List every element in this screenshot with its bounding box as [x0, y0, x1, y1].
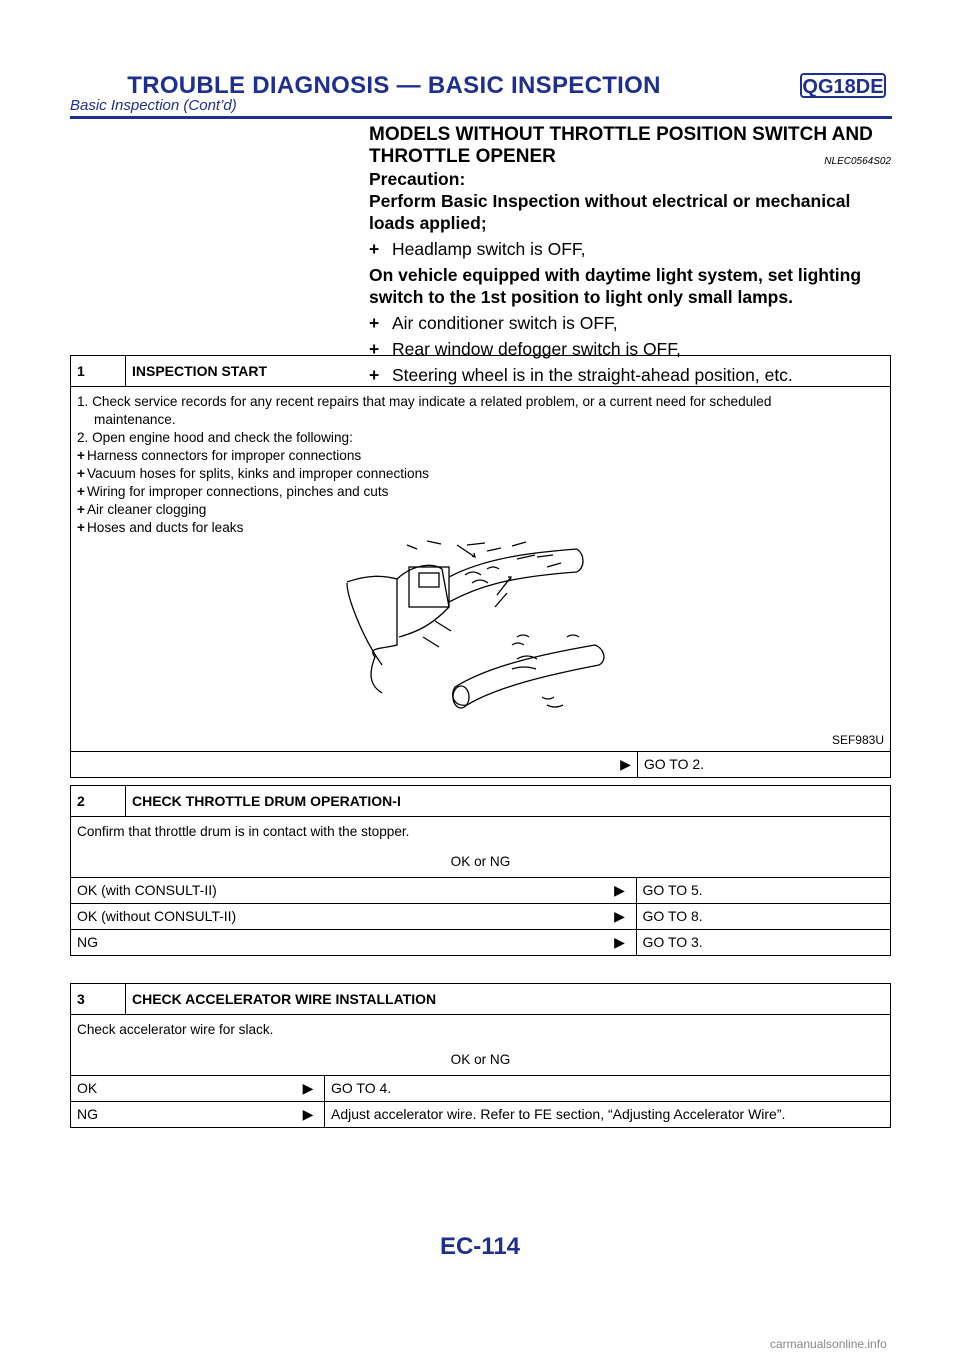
bullet-air-conditioner	[369, 312, 891, 334]
result-action: Adjust accelerator wire. Refer to FE section, “Adjusting Accelerator Wire”.	[325, 1102, 891, 1128]
result-action: GO TO 4.	[325, 1076, 891, 1102]
arrow-icon: ▶	[292, 1102, 325, 1128]
step-number: 2	[71, 786, 126, 817]
instruction-line: maintenance.	[94, 412, 176, 427]
check-item-text: Wiring for improper connections, pinches and cuts	[86, 484, 389, 499]
figure-label: SEF983U	[831, 733, 884, 747]
result-condition-text: OK (without CONSULT-II)	[77, 908, 237, 924]
precaution-label: Precaution:	[369, 169, 466, 189]
header-divider	[70, 116, 892, 119]
check-item	[77, 465, 884, 483]
result-condition: NG	[71, 1102, 293, 1128]
plus-bullet-icon: +	[369, 239, 380, 259]
check-item-text: Harness connectors for improper connections	[86, 448, 362, 463]
result-action: GO TO 8.	[636, 904, 890, 930]
section-heading-line2: THROTTLE OPENER	[369, 146, 556, 167]
step-title: CHECK THROTTLE DRUM OPERATION-I	[126, 786, 891, 817]
instruction-line: 2. Open engine hood and check the following:	[77, 430, 353, 445]
plus-bullet-icon: +	[369, 313, 380, 333]
result-action: GO TO 5.	[636, 878, 890, 904]
reference-code: NLEC0564S02	[824, 156, 891, 167]
result-condition: OK (with CONSULT-II)	[71, 878, 604, 904]
plus-bullet-icon: +	[369, 339, 380, 359]
plus-bullet-icon: +	[77, 502, 85, 517]
result-row	[71, 878, 891, 904]
plus-bullet-icon: +	[77, 466, 85, 481]
result-condition: NG	[71, 930, 604, 956]
plus-bullet-icon: +	[77, 448, 85, 463]
result-condition: OK	[71, 1076, 293, 1102]
step-2-table	[70, 785, 891, 956]
check-item	[77, 447, 884, 465]
bullet-text: Steering wheel is in the straight-ahead position, etc.	[392, 365, 793, 385]
check-item	[77, 501, 884, 519]
engine-badge: QG18DE	[800, 73, 886, 98]
arrow-icon: ▶	[292, 1076, 325, 1102]
step-3-table	[70, 983, 891, 1128]
check-item	[77, 519, 884, 537]
description-text: Confirm that throttle drum is in contact with the stopper.	[77, 824, 410, 839]
step-body	[71, 387, 891, 752]
arrow-icon: ▶	[604, 904, 637, 930]
step-number: 3	[71, 984, 126, 1015]
hose-illustration	[337, 537, 617, 712]
description-text: Check accelerator wire for slack.	[77, 1022, 274, 1037]
hose-inspection-figure	[77, 537, 884, 747]
step-title: INSPECTION START	[126, 356, 891, 387]
result-action: GO TO 3.	[636, 930, 890, 956]
section-heading-line1: MODELS WITHOUT THROTTLE POSITION SWITCH AND	[369, 124, 873, 145]
bullet-headlamp	[369, 238, 891, 260]
goto-arrow-cell	[71, 752, 638, 778]
check-item	[77, 483, 884, 501]
page-number: EC-114	[439, 1233, 521, 1260]
check-item-text: Hoses and ducts for leaks	[86, 520, 244, 535]
step-title: CHECK ACCELERATOR WIRE INSTALLATION	[126, 984, 891, 1015]
result-row	[71, 930, 891, 956]
step-description	[71, 1015, 891, 1076]
watermark: carmanualsonline.info	[770, 1337, 887, 1351]
check-item-text: Air cleaner clogging	[86, 502, 207, 517]
result-row	[71, 904, 891, 930]
arrow-icon: ▶	[604, 930, 637, 956]
plus-bullet-icon: +	[77, 484, 85, 499]
precaution-text: Perform Basic Inspection without electrical or mechanical loads applied;	[369, 191, 851, 233]
result-row	[71, 1102, 891, 1128]
step-number: 1	[71, 356, 126, 387]
daytime-light-note: On vehicle equipped with daytime light system, set lighting switch to the 1st position to light only small lamps.	[369, 265, 862, 307]
page-title: TROUBLE DIAGNOSIS — BASIC INSPECTION	[127, 72, 661, 99]
result-condition	[71, 904, 604, 930]
page-subtitle: Basic Inspection (Cont’d)	[70, 97, 237, 114]
instruction-line: 1. Check service records for any recent repairs that may indicate a related problem, or a current need for scheduled	[77, 394, 772, 409]
ok-ng-label: OK or NG	[450, 1052, 511, 1067]
plus-bullet-icon: +	[77, 520, 85, 535]
arrow-icon: ▶	[604, 878, 637, 904]
bullet-text: Headlamp switch is OFF,	[392, 239, 586, 259]
result-row	[71, 1076, 891, 1102]
arrow-icon: ▶	[620, 756, 631, 772]
ok-ng-label: OK or NG	[450, 854, 511, 869]
plus-bullet-icon: +	[369, 365, 380, 385]
bullet-text: Rear window defogger switch is OFF,	[392, 339, 681, 359]
bullet-text: Air conditioner switch is OFF,	[392, 313, 618, 333]
step-1-table	[70, 355, 891, 778]
section-intro	[369, 124, 891, 390]
goto-action: GO TO 2.	[637, 752, 890, 778]
check-item-text: Vacuum hoses for splits, kinks and improper connections	[86, 466, 429, 481]
step-description	[71, 817, 891, 878]
